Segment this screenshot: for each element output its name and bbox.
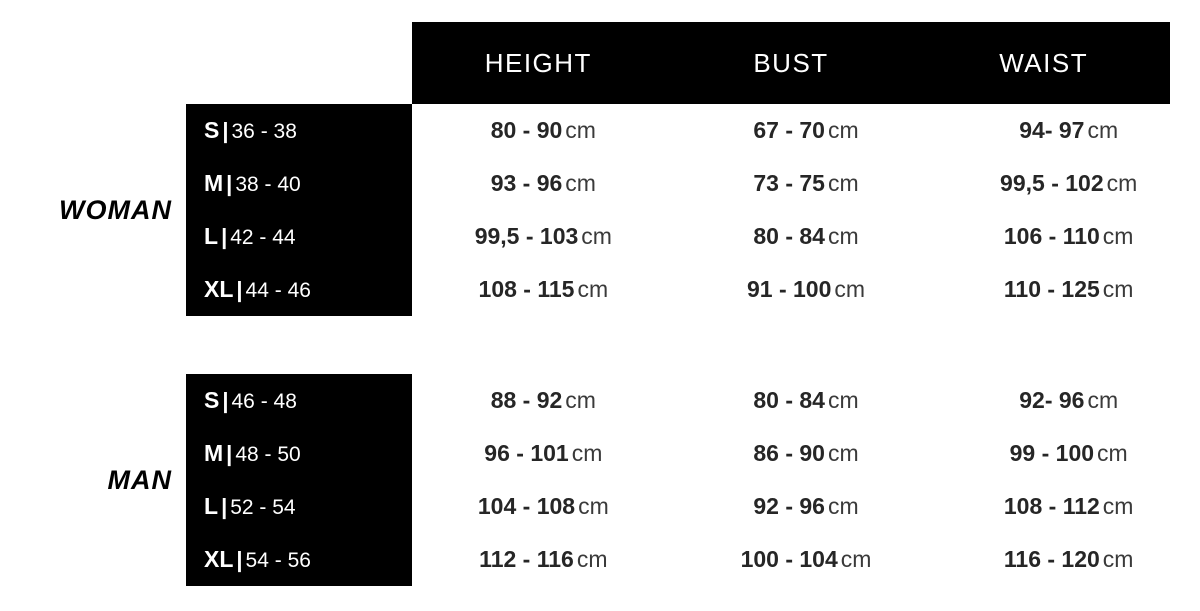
waist-value: 116 - 120 <box>1003 546 1100 572</box>
bust-value: 67 - 70 <box>753 117 825 143</box>
column-header-waist: WAIST <box>999 47 1089 78</box>
cell-height <box>412 223 675 250</box>
size-separator: | <box>222 388 229 413</box>
cell-waist <box>937 387 1200 414</box>
size-separator: | <box>226 171 233 196</box>
bust-unit: cm <box>827 493 859 519</box>
cell-height <box>412 493 675 520</box>
eu-size: 44 - 46 <box>245 279 311 302</box>
size-separator: | <box>221 224 228 249</box>
cell-bust <box>675 387 938 414</box>
waist-value: 106 - 110 <box>1003 223 1100 249</box>
height-value: 80 - 90 <box>490 117 563 143</box>
waist-value: 94- 97 <box>1019 117 1085 143</box>
waist-unit: cm <box>1106 170 1138 196</box>
cell-waist <box>937 170 1200 197</box>
height-value: 96 - 101 <box>484 440 569 466</box>
waist-unit: cm <box>1102 546 1134 572</box>
waist-value: 99,5 - 102 <box>1000 170 1104 196</box>
column-header-bust: BUST <box>753 47 829 78</box>
size-label: L <box>204 493 219 519</box>
cell-waist <box>937 117 1200 144</box>
table-row <box>186 210 1200 263</box>
eu-size: 42 - 44 <box>230 226 296 249</box>
cell-height <box>412 546 675 573</box>
table-row <box>186 533 1200 586</box>
size-separator: | <box>222 118 229 143</box>
cell-size <box>186 276 412 303</box>
cell-waist <box>937 440 1200 467</box>
bust-value: 80 - 84 <box>753 387 825 413</box>
waist-value: 110 - 125 <box>1003 276 1100 302</box>
cell-waist <box>937 493 1200 520</box>
cell-height <box>412 440 675 467</box>
height-value: 104 - 108 <box>477 493 576 519</box>
cell-size <box>186 440 412 467</box>
size-rows-man <box>186 374 1200 586</box>
height-value: 88 - 92 <box>490 387 563 413</box>
size-label: S <box>204 117 220 143</box>
cell-height <box>412 387 675 414</box>
bust-unit: cm <box>827 170 859 196</box>
waist-unit: cm <box>1102 223 1134 249</box>
size-rows-woman <box>186 104 1200 316</box>
cell-height <box>412 117 675 144</box>
cell-waist <box>937 223 1200 250</box>
eu-size: 48 - 50 <box>235 443 301 466</box>
size-group-man <box>0 374 1200 586</box>
size-label: XL <box>204 546 234 572</box>
waist-unit: cm <box>1102 493 1134 519</box>
height-unit: cm <box>581 223 612 249</box>
cell-size <box>186 387 412 414</box>
waist-unit: cm <box>1102 276 1134 302</box>
height-unit: cm <box>577 276 609 302</box>
cell-size <box>186 223 412 250</box>
table-row <box>186 480 1200 533</box>
cell-height <box>412 276 675 303</box>
bust-unit: cm <box>834 276 866 302</box>
height-value: 93 - 96 <box>490 170 563 196</box>
height-unit: cm <box>565 387 596 413</box>
size-label: XL <box>204 276 234 302</box>
bust-unit: cm <box>840 546 872 572</box>
cell-bust <box>675 223 938 250</box>
eu-size: 46 - 48 <box>231 390 297 413</box>
cell-size <box>186 117 412 144</box>
bust-value: 92 - 96 <box>753 493 825 519</box>
eu-size: 36 - 38 <box>231 120 297 143</box>
bust-unit: cm <box>827 223 859 249</box>
eu-size: 38 - 40 <box>235 173 301 196</box>
group-label-man: MAN <box>107 464 172 495</box>
size-separator: | <box>221 494 228 519</box>
eu-size: 54 - 56 <box>245 549 311 572</box>
height-unit: cm <box>578 493 609 519</box>
height-unit: cm <box>565 117 596 143</box>
cell-waist <box>937 546 1200 573</box>
size-group-woman <box>0 104 1200 316</box>
cell-height <box>412 170 675 197</box>
size-separator: | <box>236 277 243 302</box>
bust-value: 100 - 104 <box>740 546 838 572</box>
size-label: S <box>204 387 220 413</box>
waist-value: 108 - 112 <box>1003 493 1100 519</box>
bust-unit: cm <box>827 440 859 466</box>
size-label: L <box>204 223 219 249</box>
bust-value: 91 - 100 <box>746 276 832 302</box>
waist-value: 92- 96 <box>1019 387 1085 413</box>
size-separator: | <box>236 547 243 572</box>
table-row <box>186 157 1200 210</box>
size-label: M <box>204 170 224 196</box>
column-header-height: HEIGHT <box>484 47 592 78</box>
bust-unit: cm <box>827 117 859 143</box>
cell-size <box>186 170 412 197</box>
height-value: 99,5 - 103 <box>474 223 579 249</box>
table-row <box>186 104 1200 157</box>
cell-waist <box>937 276 1200 303</box>
table-row <box>186 263 1200 316</box>
waist-unit: cm <box>1087 117 1119 143</box>
waist-value: 99 - 100 <box>1009 440 1095 466</box>
cell-bust <box>675 493 938 520</box>
bust-unit: cm <box>827 387 859 413</box>
height-unit: cm <box>576 546 608 572</box>
size-label: M <box>204 440 224 466</box>
bust-value: 86 - 90 <box>753 440 825 466</box>
height-unit: cm <box>565 170 596 196</box>
cell-size <box>186 493 412 520</box>
table-row <box>186 374 1200 427</box>
height-unit: cm <box>571 440 603 466</box>
waist-unit: cm <box>1087 387 1119 413</box>
eu-size: 52 - 54 <box>230 496 296 519</box>
cell-bust <box>675 276 938 303</box>
waist-unit: cm <box>1097 440 1128 466</box>
header-columns <box>412 22 1170 104</box>
group-label-woman: WOMAN <box>59 194 172 225</box>
size-separator: | <box>226 441 233 466</box>
bust-value: 73 - 75 <box>753 170 825 196</box>
height-value: 112 - 116 <box>479 546 574 572</box>
height-value: 108 - 115 <box>478 276 575 302</box>
bust-value: 80 - 84 <box>753 223 825 249</box>
cell-bust <box>675 546 938 573</box>
table-row <box>186 427 1200 480</box>
cell-bust <box>675 170 938 197</box>
cell-bust <box>675 440 938 467</box>
cell-size <box>186 546 412 573</box>
cell-bust <box>675 117 938 144</box>
